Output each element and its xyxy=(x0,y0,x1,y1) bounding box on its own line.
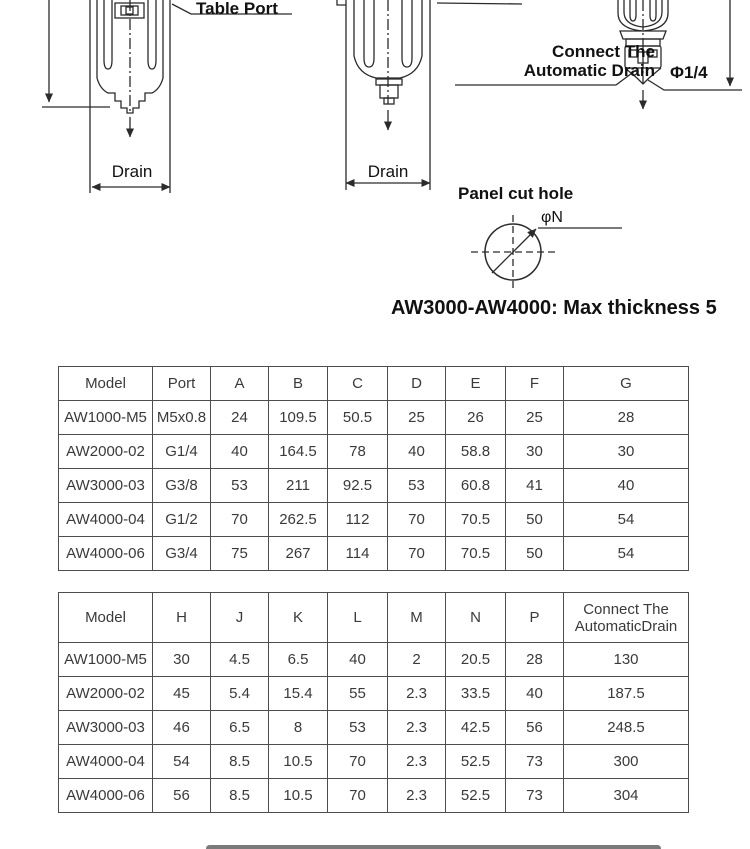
value-cell: 8.5 xyxy=(211,745,269,779)
value-cell: 25 xyxy=(388,401,446,435)
value-cell: 41 xyxy=(506,469,564,503)
model-cell: AW2000-02 xyxy=(59,677,153,711)
value-cell: 46 xyxy=(153,711,211,745)
value-cell: 53 xyxy=(328,711,388,745)
value-cell: 40 xyxy=(328,643,388,677)
value-cell: 30 xyxy=(153,643,211,677)
value-cell: 56 xyxy=(153,779,211,813)
value-cell: 92.5 xyxy=(328,469,388,503)
connect-auto-drain-label xyxy=(455,42,655,80)
value-cell: 52.5 xyxy=(446,779,506,813)
dimension-table-2 xyxy=(58,592,689,813)
value-cell: 40 xyxy=(388,435,446,469)
inner-tube-left xyxy=(104,0,112,69)
inner-tube-left xyxy=(630,0,636,21)
value-cell: 112 xyxy=(328,503,388,537)
model-cell: AW3000-03 xyxy=(59,469,153,503)
inner-tube-left xyxy=(364,0,374,67)
column-header: Model xyxy=(59,593,153,643)
value-cell: 70 xyxy=(328,779,388,813)
table-row xyxy=(59,643,689,677)
value-cell: 26 xyxy=(446,401,506,435)
value-cell: 2.3 xyxy=(388,745,446,779)
drain-body xyxy=(380,85,398,98)
value-cell: 55 xyxy=(328,677,388,711)
value-cell: 109.5 xyxy=(269,401,328,435)
value-cell: 50 xyxy=(506,537,564,571)
header-row xyxy=(59,367,689,401)
table-row xyxy=(59,711,689,745)
column-header: D xyxy=(388,367,446,401)
model-cell: AW4000-06 xyxy=(59,537,153,571)
table-row xyxy=(59,779,689,813)
value-cell: 15.4 xyxy=(269,677,328,711)
value-cell: 70 xyxy=(211,503,269,537)
technical-drawings xyxy=(0,0,750,340)
model-cell: AW4000-06 xyxy=(59,779,153,813)
value-cell: 54 xyxy=(153,745,211,779)
value-cell: 70 xyxy=(328,745,388,779)
table-row xyxy=(59,435,689,469)
value-cell: 52.5 xyxy=(446,745,506,779)
inner-tube-right xyxy=(650,0,656,21)
value-cell: 28 xyxy=(506,643,564,677)
diameter-arrow xyxy=(492,229,536,273)
top-step xyxy=(337,0,346,5)
column-header: H xyxy=(153,593,211,643)
value-cell: 114 xyxy=(328,537,388,571)
value-cell: 53 xyxy=(211,469,269,503)
column-header: B xyxy=(269,367,328,401)
value-cell: 130 xyxy=(564,643,689,677)
table-row xyxy=(59,745,689,779)
value-cell: 42.5 xyxy=(446,711,506,745)
model-cell: AW4000-04 xyxy=(59,503,153,537)
value-cell: 70 xyxy=(388,537,446,571)
column-header: Connect The AutomaticDrain xyxy=(564,593,689,643)
drain-nub xyxy=(384,98,394,104)
value-cell: 70 xyxy=(388,503,446,537)
value-cell: 56 xyxy=(506,711,564,745)
value-cell: 50.5 xyxy=(328,401,388,435)
column-header: P xyxy=(506,593,564,643)
value-cell: 54 xyxy=(564,503,689,537)
drain-label-side: Drain xyxy=(367,162,409,181)
value-cell: G1/4 xyxy=(153,435,211,469)
value-cell: M5x0.8 xyxy=(153,401,211,435)
max-thickness-note: AW3000-AW4000: Max thickness 5 xyxy=(391,297,717,319)
value-cell: 8 xyxy=(269,711,328,745)
value-cell: 6.5 xyxy=(211,711,269,745)
panel-cut-hole-title: Panel cut hole xyxy=(458,184,574,203)
model-cell: AW2000-02 xyxy=(59,435,153,469)
value-cell: 5.4 xyxy=(211,677,269,711)
value-cell: 164.5 xyxy=(269,435,328,469)
value-cell: 300 xyxy=(564,745,689,779)
header-row xyxy=(59,593,689,643)
value-cell: 262.5 xyxy=(269,503,328,537)
column-header: L xyxy=(328,593,388,643)
drawing-side-view xyxy=(337,0,522,190)
value-cell: 40 xyxy=(564,469,689,503)
dimension-table-1 xyxy=(58,366,689,571)
value-cell: G3/8 xyxy=(153,469,211,503)
value-cell: 10.5 xyxy=(269,745,328,779)
value-cell: 2.3 xyxy=(388,779,446,813)
scrollbar-thumb[interactable] xyxy=(206,845,661,849)
value-cell: 33.5 xyxy=(446,677,506,711)
value-cell: 45 xyxy=(153,677,211,711)
drain-flange xyxy=(376,79,402,85)
value-cell: G3/4 xyxy=(153,537,211,571)
value-cell: 2 xyxy=(388,643,446,677)
table-row xyxy=(59,503,689,537)
column-header: M xyxy=(388,593,446,643)
value-cell: 75 xyxy=(211,537,269,571)
table-row xyxy=(59,677,689,711)
value-cell: 25 xyxy=(506,401,564,435)
value-cell: 70.5 xyxy=(446,537,506,571)
value-cell: 70.5 xyxy=(446,503,506,537)
value-cell: 54 xyxy=(564,537,689,571)
value-cell: 78 xyxy=(328,435,388,469)
phi-quarter-label: Φ1/4 xyxy=(670,63,708,82)
value-cell: 40 xyxy=(506,677,564,711)
value-cell: 53 xyxy=(388,469,446,503)
value-cell: 248.5 xyxy=(564,711,689,745)
table-port-label: Table Port xyxy=(196,0,278,18)
value-cell: 30 xyxy=(564,435,689,469)
model-cell: AW3000-03 xyxy=(59,711,153,745)
column-header: J xyxy=(211,593,269,643)
value-cell: 73 xyxy=(506,779,564,813)
column-header: N xyxy=(446,593,506,643)
connect-auto-drain-line1: Connect The xyxy=(552,42,655,61)
column-header: K xyxy=(269,593,328,643)
inner-tube-right xyxy=(148,0,156,69)
value-cell: 304 xyxy=(564,779,689,813)
phi-n-label: φN xyxy=(541,209,563,226)
table-row xyxy=(59,537,689,571)
table-row xyxy=(59,401,689,435)
model-cell: AW1000-M5 xyxy=(59,643,153,677)
value-cell: 4.5 xyxy=(211,643,269,677)
value-cell: 6.5 xyxy=(269,643,328,677)
column-header: C xyxy=(328,367,388,401)
column-header: Model xyxy=(59,367,153,401)
value-cell: 73 xyxy=(506,745,564,779)
value-cell: 20.5 xyxy=(446,643,506,677)
drain-label-front: Drain xyxy=(111,162,153,181)
value-cell: 60.8 xyxy=(446,469,506,503)
value-cell: 2.3 xyxy=(388,677,446,711)
inner-tube-right xyxy=(402,0,412,67)
column-header: E xyxy=(446,367,506,401)
value-cell: 10.5 xyxy=(269,779,328,813)
value-cell: 267 xyxy=(269,537,328,571)
value-cell: 40 xyxy=(211,435,269,469)
drawing-front-view xyxy=(42,0,292,193)
value-cell: 24 xyxy=(211,401,269,435)
table-row xyxy=(59,469,689,503)
model-cell: AW4000-04 xyxy=(59,745,153,779)
column-header: G xyxy=(564,367,689,401)
value-cell: 187.5 xyxy=(564,677,689,711)
truncated-line xyxy=(437,3,522,4)
column-header: A xyxy=(211,367,269,401)
value-cell: 58.8 xyxy=(446,435,506,469)
model-cell: AW1000-M5 xyxy=(59,401,153,435)
value-cell: 2.3 xyxy=(388,711,446,745)
value-cell: 211 xyxy=(269,469,328,503)
value-cell: G1/2 xyxy=(153,503,211,537)
column-header: F xyxy=(506,367,564,401)
value-cell: 8.5 xyxy=(211,779,269,813)
value-cell: 50 xyxy=(506,503,564,537)
value-cell: 28 xyxy=(564,401,689,435)
value-cell: 30 xyxy=(506,435,564,469)
connect-auto-drain-line2: Automatic Drain xyxy=(523,61,655,80)
column-header: Port xyxy=(153,367,211,401)
